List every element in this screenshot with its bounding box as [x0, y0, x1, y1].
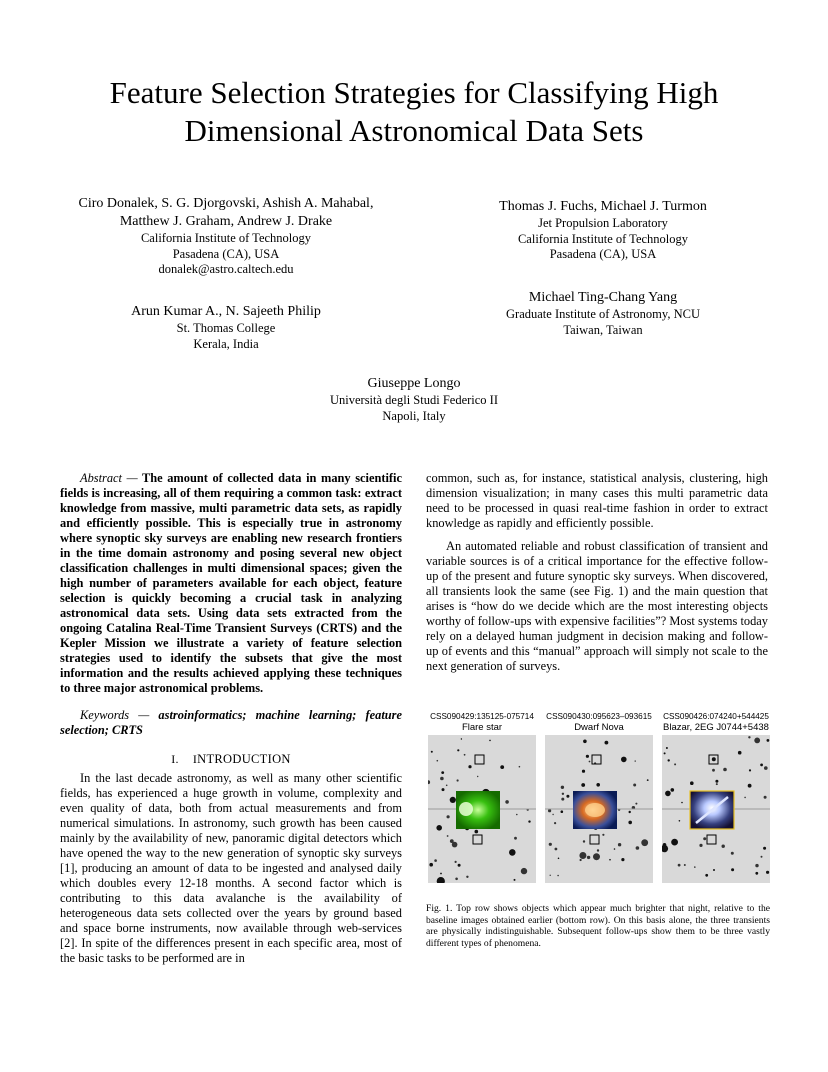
star: [628, 821, 632, 825]
star: [633, 784, 636, 787]
star: [744, 797, 746, 799]
star: [554, 822, 556, 824]
right-column: [426, 471, 768, 674]
star: [674, 763, 676, 765]
star: [690, 781, 694, 785]
star: [431, 751, 433, 753]
star: [455, 861, 457, 863]
panel-object-id: CSS090429:135125-075714: [430, 712, 534, 721]
figure-panel: [545, 712, 653, 883]
star: [437, 760, 439, 762]
star: [589, 761, 591, 763]
star: [593, 853, 600, 860]
title-line-2: Dimensional Astronomical Data Sets: [184, 113, 644, 148]
star: [621, 858, 624, 861]
abstract-label: Abstract —: [80, 471, 138, 485]
star: [764, 766, 768, 770]
star: [516, 814, 518, 816]
star: [679, 820, 681, 822]
star: [614, 848, 616, 850]
star: [555, 848, 558, 851]
section-title-rest: NTRODUCTION: [197, 752, 291, 766]
star: [596, 783, 600, 787]
star: [671, 788, 675, 792]
panel-object-label: Dwarf Nova: [574, 722, 624, 733]
star: [447, 815, 450, 818]
author-block-caltech: [50, 195, 402, 278]
star: [509, 849, 516, 856]
star: [635, 803, 637, 805]
star: [436, 825, 442, 831]
affiliation: Pasadena (CA), USA: [172, 246, 280, 261]
star: [754, 738, 760, 744]
keywords-label: Keywords —: [80, 708, 150, 722]
affiliation: Napoli, Italy: [382, 408, 446, 423]
star: [558, 858, 560, 860]
star: [587, 856, 590, 859]
star: [429, 863, 433, 867]
star: [748, 784, 752, 788]
star: [681, 802, 683, 804]
star: [609, 859, 611, 861]
body-paragraph-1: In the last decade astronomy, as well as many other scientific fields, has experienced a huge growth in volume, complexity and even quality of data, both from actual measurements and from numerical simulations. In astronomy, such growth has been caused mainly by the availability of new, panoramic digital detectors which have opened the way to the new generation of synoptic sky surveys [1], producing an amount of data to be ingested and analysed daily which doubles every 12-18 months. A second factor which is contributing to this data avalanche is the availability of heterogeneous data sets collected over the years by ground based and space borne instruments, now available through web-services [2]. In spite of the differences present in each specific area, most of the basic tasks to be performed are in: [60, 771, 402, 965]
affiliation: Jet Propulsion Laboratory: [538, 216, 668, 230]
author-block-jpl: [430, 198, 776, 263]
star: [761, 856, 763, 858]
star: [442, 788, 445, 791]
star: [566, 795, 569, 798]
star: [514, 837, 517, 840]
star: [749, 769, 751, 771]
star: [548, 809, 551, 812]
star: [618, 843, 621, 846]
star: [457, 749, 459, 751]
transient-image: [662, 735, 770, 883]
star: [552, 814, 553, 815]
author-names: Michael Ting-Chang Yang: [528, 290, 678, 305]
panel-object-label: Flare star: [461, 722, 503, 733]
star: [712, 769, 715, 772]
paper-title: [40, 74, 788, 150]
star: [434, 859, 437, 862]
author-block-ncu: [430, 289, 776, 338]
star: [586, 755, 589, 758]
author-names: Arun Kumar A., N. Sajeeth Philip: [131, 304, 321, 319]
star: [500, 765, 504, 769]
figure-1-caption: Fig. 1. Top row shows objects which appear much brighter that night, relative to the baseline images obtained earlier (bottom row). On this basis alone, the three transients are physically indistinguishable. Subsequent follow-ups show them to be three vastly different types of phenomena.: [426, 903, 770, 949]
star: [458, 864, 461, 867]
star: [561, 798, 564, 801]
star: [468, 765, 471, 768]
star: [668, 759, 670, 761]
star: [767, 739, 770, 742]
star: [636, 846, 640, 850]
keywords-text: astroinformatics; machine learning; feature selection; CRTS: [60, 708, 403, 737]
star: [763, 847, 766, 850]
transient-image: [428, 735, 536, 883]
star: [748, 736, 750, 738]
star: [580, 859, 582, 861]
section-title-first-letter: I: [192, 752, 198, 766]
abstract: [60, 471, 402, 696]
body-paragraph-2: An automated reliable and robust classification of transient and variable sources is of a critical importance for the effective follow-up of the present and future synoptic sky surveys. When discovered, all transients look the same (see Fig. 1) and the main question that arises is “how do we decide which are the most interesting objects worthy of follow-ups with expensive facilities”? Most systems today rely on a delayed human judgment in decision making and follow-up of events and this “manual” approach will simply not scale to the next generation of surveys.: [426, 539, 768, 673]
star: [521, 868, 527, 874]
star: [452, 842, 458, 848]
section-number: I.: [171, 752, 179, 766]
star: [450, 797, 456, 803]
author-names: Giuseppe Longo: [367, 376, 461, 391]
panel-object-id: CSS090426:074240+544425: [663, 712, 769, 721]
star: [440, 873, 442, 875]
star: [666, 747, 668, 749]
star: [441, 771, 444, 774]
abstract-text: The amount of collected data in many scientific fields is increasing, all of them requiring a common task: extract knowledge from massive, multi parametric data sets, as rapidly and efficiently possible. This is especially true in astronomy where synoptic sky surveys are enabling new research frontiers in the time domain astronomy and posing several new object classification challenges in multi dimensional spaces; given the high number of parameters available for each object, feature selection is quickly becoming a crucial task in analyzing astronomical data sets. Using data sets extracted from the ongoing Catalina Real-Time Transient Surveys (CRTS) and the Kepler Mission we illustrate a variety of feature selection strategies used to identify the subsets that give the most information and the results achieved applying these techniques to three major astronomical problems.: [60, 471, 402, 695]
star: [760, 764, 763, 767]
author-email: donalek@astro.caltech.edu: [158, 262, 294, 276]
star: [764, 796, 767, 799]
star: [712, 757, 716, 761]
star: [561, 786, 564, 789]
panel-object-id: CSS090430:095623–093615: [546, 712, 652, 721]
star: [671, 839, 678, 846]
star: [464, 754, 466, 756]
affiliation: California Institute of Technology: [517, 231, 689, 246]
star: [519, 766, 521, 768]
flare-glow: [459, 802, 473, 816]
star: [731, 868, 734, 871]
affiliation: Pasadena (CA), USA: [549, 247, 657, 261]
star: [550, 875, 551, 876]
star: [731, 852, 734, 855]
panel-object-label: Blazar, 2EG J0744+5438: [663, 722, 769, 733]
keywords: [60, 708, 402, 738]
star: [722, 845, 725, 848]
star: [579, 852, 586, 859]
star: [475, 830, 479, 834]
star: [716, 783, 718, 785]
star: [505, 800, 509, 804]
affiliation: Graduate Institute of Astronomy, NCU: [506, 307, 700, 321]
star: [489, 740, 491, 742]
star: [755, 872, 758, 875]
star: [447, 835, 449, 837]
star: [528, 820, 530, 822]
star: [605, 741, 609, 745]
star: [665, 791, 671, 797]
body-paragraph-1-continued: common, such as, for instance, statistical analysis, clustering, high dimension visualization; in many cases this multi parametric data need to be processed in quasi real-time fashion in order to extract knowledge as rapidly and efficiently possible.: [426, 471, 768, 530]
star: [557, 875, 559, 877]
star: [635, 760, 636, 761]
star: [664, 752, 666, 754]
star: [684, 864, 686, 866]
affiliation: Taiwan, Taiwan: [563, 322, 643, 337]
star: [562, 793, 564, 795]
star: [713, 869, 715, 871]
affiliation: California Institute of Technology: [140, 231, 312, 245]
star: [766, 871, 769, 874]
star: [621, 757, 627, 763]
star: [738, 751, 742, 755]
star: [641, 839, 648, 846]
author-names: Matthew J. Graham, Andrew J. Drake: [119, 214, 333, 229]
star: [581, 783, 585, 787]
star: [723, 768, 727, 772]
star: [477, 776, 478, 777]
left-column: [60, 471, 402, 966]
star: [461, 738, 462, 739]
star: [440, 777, 444, 781]
author-names: Ciro Donalek, S. G. Djorgovski, Ashish A. Mahabal,: [78, 196, 374, 211]
star: [561, 810, 564, 813]
nebula-core: [585, 803, 605, 817]
figure-panel: [662, 712, 770, 883]
star: [715, 780, 718, 783]
star: [455, 878, 458, 881]
star: [705, 874, 708, 877]
star: [549, 843, 552, 846]
author-names: Thomas J. Fuchs, Michael J. Turmon: [499, 199, 707, 214]
title-line-1: Feature Selection Strategies for Classifying High: [109, 75, 719, 110]
star: [755, 864, 758, 867]
star: [629, 811, 631, 813]
figure-panel: [428, 712, 536, 883]
star: [694, 866, 696, 868]
star: [583, 840, 585, 842]
affiliation: Kerala, India: [193, 336, 259, 351]
star: [678, 864, 681, 867]
star: [583, 740, 587, 744]
author-block-st-thomas: [50, 303, 402, 352]
star: [466, 876, 468, 878]
star: [514, 879, 516, 881]
star: [602, 834, 604, 836]
star: [647, 779, 649, 781]
star: [446, 785, 448, 787]
affiliation: Università degli Studi Federico II: [329, 393, 499, 407]
star: [582, 770, 585, 773]
star: [457, 779, 459, 781]
affiliation: St. Thomas College: [176, 321, 276, 335]
star: [703, 837, 706, 840]
section-heading-introduction: [60, 752, 402, 767]
star: [699, 844, 702, 847]
author-block-napoli: [214, 375, 614, 424]
star: [597, 849, 599, 851]
transient-image: [545, 735, 653, 883]
